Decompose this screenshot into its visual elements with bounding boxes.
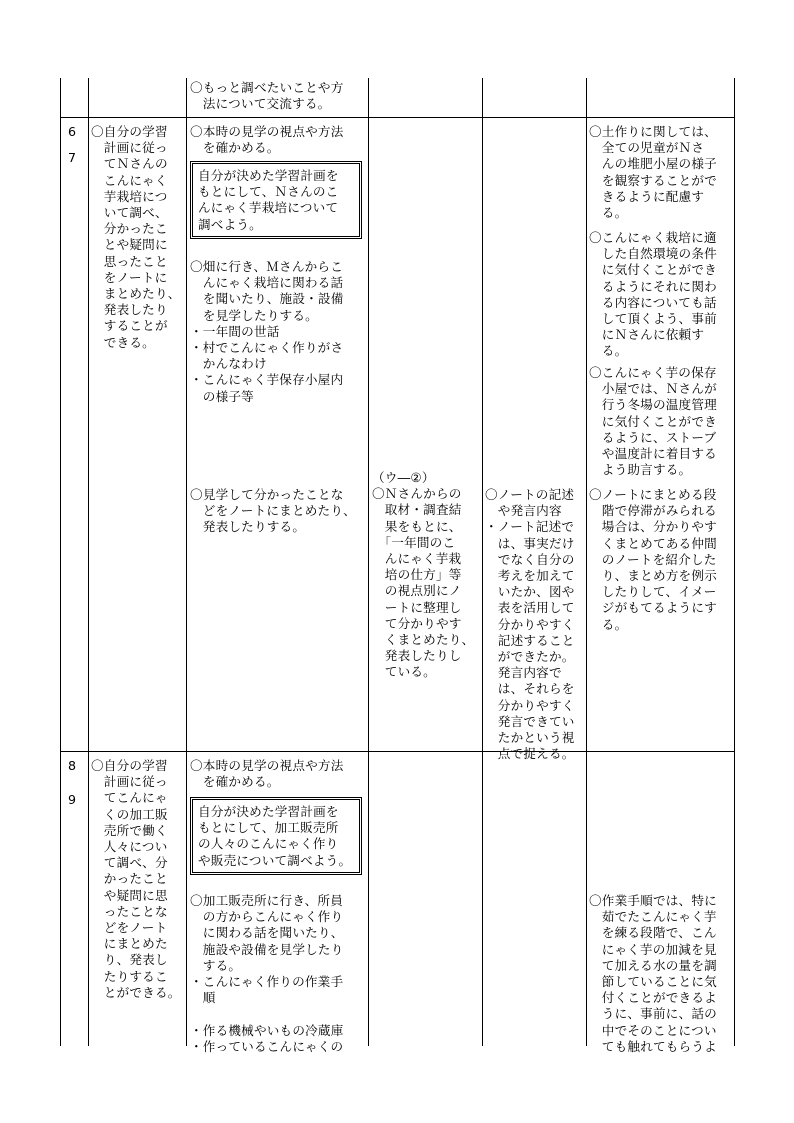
- row2-task-box: [190, 797, 362, 875]
- row-rule-1: [60, 117, 735, 118]
- column-rule-5: [482, 78, 483, 1046]
- row1-activity-summary: 〇見学して分かったことな どをノートにまとめたり、 発表したりする。: [190, 487, 356, 535]
- row1-support-4: 〇ノートにまとめる段 階で停滞がみられる 場合は、分かりやす くまとめてある仲間 のノートを紹介した り、まとめ方を例示 したりして、イメー ジがもてるようにす る。: [589, 487, 717, 632]
- row2-goal: 〇自分の学習 計画に従っ てこんにゃ くの加工販 売所で働く 人々につい て調べ、分 かったこと や疑問に思 ったことな どをノート にまとめた り、発表し たりするこ とができる。: [91, 758, 181, 1000]
- row1-task-text: 自分が決めた学習計画を もとにして、Ｎさんのこ んにゃく芋栽培について 調べよう。: [198, 168, 339, 232]
- row1-hour-2: 7: [68, 150, 77, 165]
- row1-support-3: 〇こんにゃく芋の保存 小屋では、Ｎさんが 行う冬場の温度管理 に気付くことができ るように、ストーブ や温度計に着目する よう助言する。: [589, 365, 717, 478]
- row1-activity-intro: 〇本時の見学の視点や方法 を確かめる。: [190, 124, 344, 156]
- row1-activity-main: 〇畑に行き、Ｍさんからこ んにゃく栽培に関わる話 を聞いたり、施設・設備 を見学したりする。 ・一年間の世話 ・村でこんにゃく作りがさ かんなわけ ・こんにゃく芋保存小屋内 の様子等: [190, 259, 344, 404]
- row1-task-box: [190, 161, 362, 239]
- column-rule-7: [734, 78, 735, 1046]
- column-rule-2: [88, 78, 89, 1046]
- row2-activity-intro: 〇本時の見学の視点や方法 を確かめる。: [190, 758, 344, 790]
- row2-activity-main: 〇加工販売所に行き、所員 の方からこんにゃく作り に関わる話を聞いたり、 施設や設備を見学したり する。 ・こんにゃく作りの作業手 順 ・作る機械やいもの冷蔵庫 ・作っているこんにゃくの: [190, 893, 344, 1054]
- row2-hour-1: 8: [68, 758, 77, 773]
- column-rule-3: [186, 78, 187, 1046]
- column-rule-1: [60, 78, 61, 1046]
- row2-task-text: 自分が決めた学習計画を もとにして、加工販売所 の人々のこんにゃく作り や販売について調べよう。: [198, 804, 352, 868]
- column-rule-4: [368, 78, 369, 1046]
- row2-hour-2: 9: [68, 792, 77, 807]
- row1-hour-1: 6: [68, 124, 77, 139]
- row1-evaluation: （ウ―②） 〇Ｎさんからの 取材・調査結 果をもとに、 「一年間のこ んにゃく芋栽 培の仕方」等 の視点別にノ ートに整理し て分かりやす くまとめたり、 発表したりし ている。: [372, 470, 475, 680]
- row1-goal: 〇自分の学習 計画に従っ てＮさんの こんにゃく 芋栽培につ いて調べ、 分かったこ とや疑問に 思ったこと をノートに まとめたり、 発表したり することが できる。: [91, 124, 181, 350]
- row-rule-2: [60, 751, 735, 752]
- column-rule-6: [586, 78, 587, 1046]
- row1-support-2: 〇こんにゃく栽培に適 した自然環境の条件 に気付くことができ るようにそれに関わ る内容についても話 して頂くよう、事前 にＮさんに依頼す る。: [589, 230, 717, 359]
- row1-support-1: 〇土作りに関しては、 全ての児童がＮさ んの堆肥小屋の様子 を観察することがで きるように配慮す る。: [589, 124, 717, 221]
- row1-assessment: 〇ノートの記述 や発言内容 ・ノート記述で は、事実だけ でなく自分の 考えを加えて いたか、図や 表を活用して 分かりやすく 記述すること ができたか。 発言内容で は、それらを 分かりやすく 発言できてい たかという視 点で捉える。: [485, 487, 575, 762]
- row0-activity: 〇もっと調べたいことや方 法について交流する。: [190, 80, 344, 112]
- row2-support-1: 〇作業手順では、特に 茹でたこんにゃく芋 を練る段階で、こん にゃく芋の加減を見 て加える水の量を調 節していることに気 付くことができるよ うに、事前に、話の 中でそのことについ ても触れてもらうよ: [589, 893, 717, 1054]
